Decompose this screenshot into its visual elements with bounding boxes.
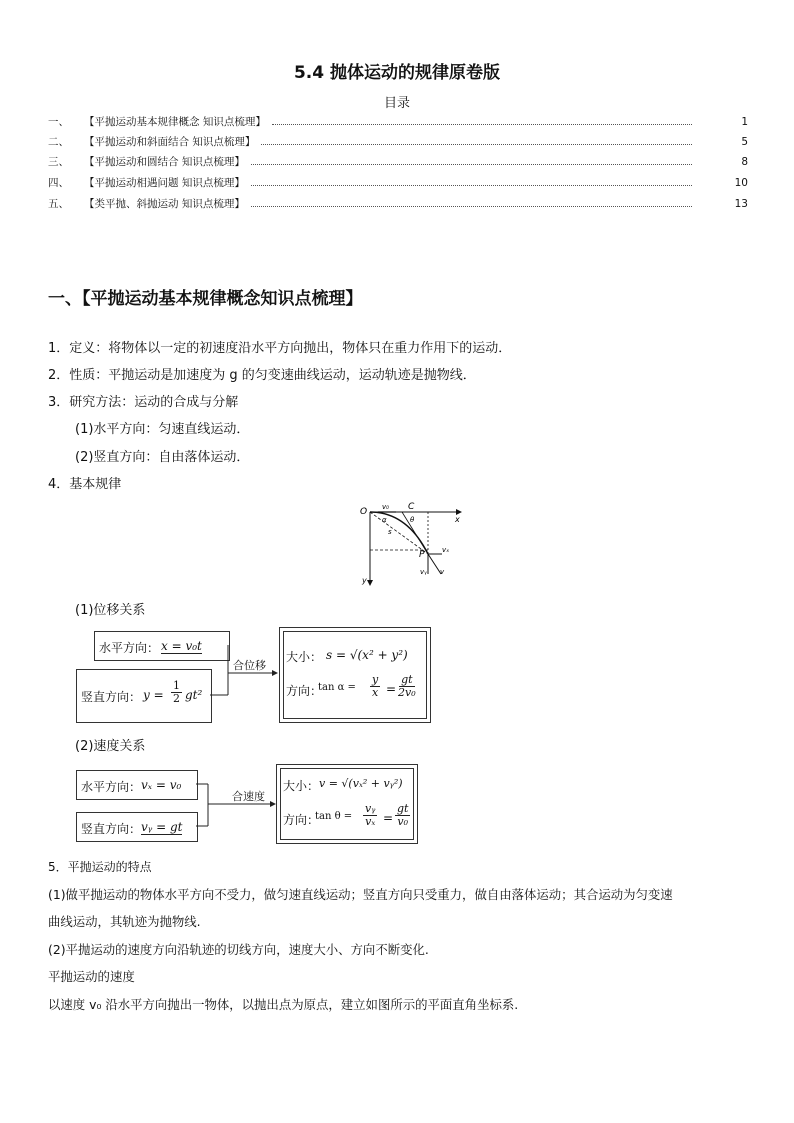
disp-mag-label: 大小： (286, 650, 323, 664)
toc-leader-dots (272, 123, 692, 125)
paragraph-velocity-heading: 平抛运动的速度 (48, 969, 135, 984)
disp-dir-frac2 (398, 674, 416, 699)
disp-h-formula: x = v₀t (161, 639, 202, 653)
toc-item-page: 5 (741, 136, 748, 148)
label-c: C (408, 502, 415, 512)
toc-item-number: 二、 (48, 136, 69, 148)
toc-item[interactable] (48, 196, 748, 214)
vel-dir-frac1 (363, 803, 377, 828)
disp-dir-label: 方向： (286, 684, 323, 698)
paragraph-features-a1: (1)做平抛运动的物体水平方向不受力，做匀速直线运动；竖直方向只受重力，做自由落体运动；其合运动为匀变速 (48, 887, 673, 902)
label-y: y (362, 576, 367, 585)
toc-item-label: 【类平抛、斜抛运动 知识点梳理】 (84, 198, 245, 210)
vel-result-box (276, 764, 418, 844)
label-v: v (440, 568, 445, 576)
toc-leader-dots (251, 184, 692, 186)
vel-h-label: 水平方向： (81, 780, 142, 794)
label-origin: O (360, 507, 368, 517)
disp-v-frac (171, 680, 182, 705)
toc-item-label: 【平抛运动相遇问题 知识点梳理】 (84, 177, 245, 189)
disp-h-label: 水平方向： (99, 641, 160, 655)
paragraph-vertical: (2)竖直方向：自由落体运动． (75, 450, 250, 465)
label-vy: vᵧ (420, 568, 427, 576)
toc-item-number: 五、 (48, 198, 69, 210)
vel-mag-formula: v = √(vₓ² + vᵧ²) (319, 777, 403, 790)
label-s: s (388, 528, 392, 536)
toc-leader-dots (251, 205, 692, 207)
vel-mag-label: 大小： (283, 779, 320, 793)
disp-dir-pre: tan α = (318, 682, 356, 693)
disp-connector (210, 627, 280, 727)
disp-vertical-box (76, 669, 212, 723)
toc-leader-dots (261, 143, 692, 145)
vel-dir-den1: vₓ (365, 815, 376, 828)
toc-item[interactable] (48, 114, 748, 132)
disp-arrow-label: 合位移 (233, 659, 266, 672)
label-v0: v₀ (382, 503, 389, 511)
vel-dir-num1: vᵧ (365, 802, 376, 815)
vel-v-label: 竖直方向： (81, 822, 142, 836)
toc-item-label: 【平抛运动和斜面结合 知识点梳理】 (84, 136, 256, 148)
toc-item-number: 四、 (48, 177, 69, 189)
label-alpha: α (382, 516, 387, 524)
disp-dir-den2: 2v₀ (398, 686, 416, 699)
disp-dir-den1: x (372, 686, 379, 699)
toc-item-number: 三、 (48, 156, 69, 168)
projectile-figure (352, 498, 472, 590)
velocity-diagram (76, 764, 436, 848)
label-theta: θ (410, 516, 415, 524)
label-vx: vₓ (442, 546, 450, 554)
displacement-title: (1)位移关系 (75, 603, 146, 618)
toc-leader-dots (251, 163, 692, 165)
label-x: x (455, 515, 460, 524)
toc-heading: 目录 (383, 96, 410, 111)
toc-item[interactable] (48, 175, 748, 193)
toc-item-page: 8 (741, 156, 748, 168)
vel-dir-num2: gt (397, 802, 409, 815)
toc-item[interactable] (48, 134, 748, 152)
paragraph-velocity-intro: 以速度 v₀ 沿水平方向抛出一物体，以抛出点为原点，建立如图所示的平面直角坐标系. (48, 997, 519, 1012)
section-heading: 一、【平抛运动基本规律概念知识点梳理】 (48, 289, 363, 309)
toc-item-label: 【平抛运动和圆结合 知识点梳理】 (84, 156, 245, 168)
disp-dir-frac1 (370, 674, 380, 699)
toc-item-page: 13 (734, 198, 748, 210)
disp-result-box (279, 627, 431, 723)
disp-dir-eq: = (386, 682, 397, 696)
vel-h-formula: vₓ = v₀ (141, 778, 182, 792)
y-axis-arrow (367, 580, 373, 586)
page-title: 5.4 抛体运动的规律原卷版 (293, 63, 501, 83)
disp-v-formula-pre: y = (143, 688, 164, 702)
vel-arrow-label: 合速度 (232, 790, 265, 803)
label-p: P (419, 550, 425, 560)
vel-dir-den2: v₀ (397, 815, 409, 828)
paragraph-method: 3．研究方法：运动的合成与分解 (48, 395, 239, 410)
paragraph-basic-rules: 4．基本规律 (48, 477, 122, 492)
paragraph-features-a2: 曲线运动，其轨迹为抛物线. (48, 914, 201, 929)
paragraph-features-b: (2)平抛运动的速度方向沿轨迹的切线方向，速度大小、方向不断变化. (48, 942, 429, 957)
toc-item-label: 【平抛运动基本规律概念 知识点梳理】 (84, 116, 266, 128)
paragraph-horizontal: (1)水平方向：匀速直线运动． (75, 422, 250, 437)
disp-v-formula-post: gt² (185, 688, 203, 702)
paragraph-definition: 1．定义：将物体以一定的初速度沿水平方向抛出，物体只在重力作用下的运动． (48, 341, 512, 356)
toc-item[interactable] (48, 154, 748, 172)
disp-dir-num1: y (372, 673, 379, 686)
paragraph-property: 2．性质：平抛运动是加速度为 g 的匀变速曲线运动，运动轨迹是抛物线． (48, 368, 476, 383)
vel-dir-frac2 (395, 803, 410, 828)
displacement-diagram (76, 627, 436, 727)
disp-v-frac-den: 2 (173, 692, 180, 705)
toc-item-number: 一、 (48, 116, 69, 128)
disp-mag-formula: s = √(x² + y²) (326, 648, 408, 662)
vel-dir-pre: tan θ = (315, 811, 353, 822)
disp-dir-num2: gt (401, 673, 413, 686)
vel-dir-eq: = (383, 811, 394, 825)
toc-item-page: 1 (741, 116, 748, 128)
vel-horizontal-box (76, 770, 198, 800)
tangent-line (402, 512, 428, 554)
toc-item-page: 10 (734, 177, 748, 189)
vel-v-formula: vᵧ = gt (141, 820, 183, 834)
velocity-title: (2)速度关系 (75, 739, 146, 754)
vel-dir-label: 方向： (283, 813, 320, 827)
disp-v-frac-num: 1 (173, 679, 180, 692)
vel-vertical-box (76, 812, 198, 842)
paragraph-features: 5．平抛运动的特点 (48, 860, 152, 874)
disp-v-label: 竖直方向： (81, 690, 142, 704)
displacement-line (370, 512, 428, 554)
vel-connector (196, 764, 280, 848)
